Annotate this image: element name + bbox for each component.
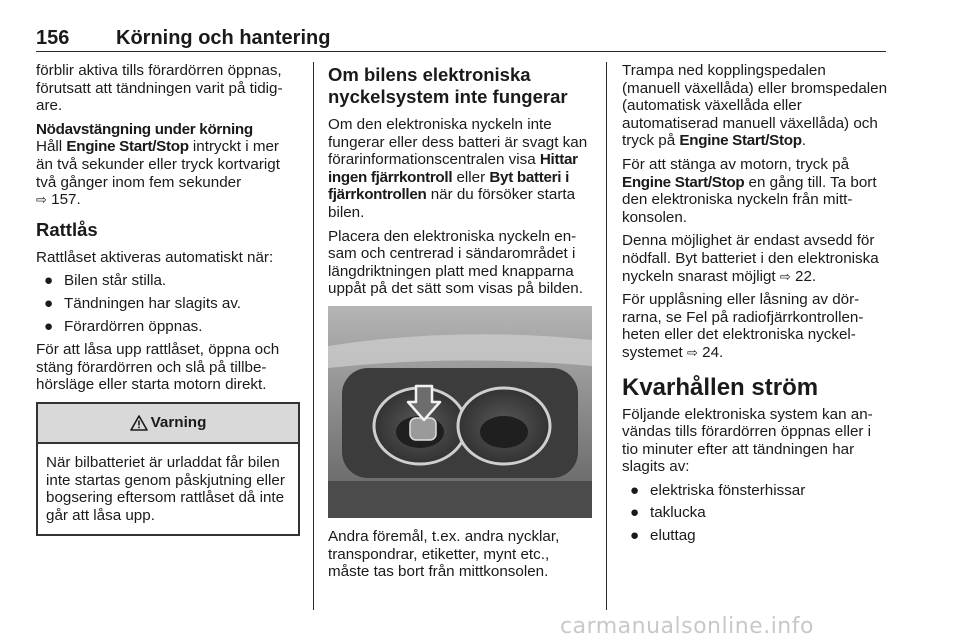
warning-header [38, 404, 298, 444]
pedal-paragraph: Trampa ned kopplingspedalen (manuell växellåda) eller bromspedalen (automatisk växellåda eller automatiserad manuell växellåda) och tryck på Engine Start/Stop. [622, 62, 888, 150]
emergency-text: Håll [36, 138, 67, 156]
emergency-only-paragraph: Denna möjlighet är endast avsedd för nödfall. Byt batteriet i den elektroniska nyckeln snarast möjligt ⇨ 22. [622, 232, 879, 285]
page-header [36, 27, 886, 52]
engine-start-stop-label: Engine Start/Stop [679, 132, 802, 150]
list-item: ● eluttag [630, 527, 696, 545]
page-ref[interactable]: 24. [702, 343, 724, 361]
bullet-icon: ● [630, 481, 640, 499]
unlock-doors-paragraph: För upplåsning eller låsning av dörrarna, se Fel på radiofjärrkontrollenheten eller det elektroniska nyckelsystemet ⇨ 24. [622, 291, 864, 361]
bullet-icon: ● [44, 272, 54, 290]
replace-battery-message: Byt batteri i fjärrkontrollen [328, 168, 570, 204]
page-ref-arrow-icon: ⇨ [779, 268, 791, 284]
column-3 [622, 62, 888, 551]
page-ref-arrow-icon: ⇨ [36, 192, 47, 208]
page-ref[interactable]: 22. [795, 267, 817, 285]
emergency-heading: Nödavstängning under körning [36, 120, 253, 138]
bullet-icon: ● [44, 317, 54, 335]
electronic-key-heading: Om bilens elektroniska nyckelsystem inte fungerar [328, 64, 568, 107]
steering-lock-list [36, 272, 298, 335]
retained-power-heading: Kvarhållen ström [622, 373, 819, 401]
page-ref-arrow-icon: ⇨ [687, 344, 698, 360]
key-placement-paragraph: Placera den elektroniska nyckeln ensam och centrerad i sändarområdet i längdriktningen platt med knapparna uppåt på det sätt som visas på bilden. [328, 227, 583, 298]
remove-objects-paragraph: Andra föremål, t.ex. andra nycklar, transpondrar, etiketter, mynt etc., måste tas bort från mittkonsolen. [328, 527, 560, 581]
column-2 [328, 62, 592, 587]
no-remote-message: Hittar ingen fjärrkontroll [328, 151, 578, 186]
list-item: ● Bilen står stilla. [44, 272, 167, 290]
key-failure-paragraph: Om den elektroniska nyckeln inte fungerar eller dess batteri är svagt kan förarinformationscentralen visa Hittar ingen fjärrkontroll eller Byt batteri i fjärrkontrollen när du försöker starta bilen. [328, 116, 588, 221]
watermark: carmanualsonline.info [560, 614, 814, 639]
bullet-icon: ● [630, 527, 640, 545]
page-number: 156 [36, 27, 70, 49]
steering-lock-intro: Rattlåset aktiveras automatiskt när: [36, 248, 274, 266]
retained-power-list [622, 482, 888, 545]
list-item: ● taklucka [630, 504, 706, 522]
column-divider [606, 62, 607, 610]
intro-paragraph: förblir aktiva tills förardörren öppnas, förutsatt att tändningen varit på tidigare. [36, 62, 283, 115]
warning-triangle-icon [130, 415, 148, 431]
bullet-icon: ● [44, 294, 54, 312]
warning-title: Varning [150, 414, 207, 432]
emergency-text: intryckt i mer än två sekunder eller tryck kortvarigt två gånger inom fem sekunder [36, 138, 280, 191]
column-divider [313, 62, 314, 610]
stop-engine-paragraph: För att stänga av motorn, tryck på Engine Start/Stop en gång till. Ta bort den elektroniska nyckeln från mittkonsolen. [622, 155, 877, 226]
steering-lock-heading: Rattlås [36, 218, 98, 240]
column-1 [36, 62, 298, 536]
warning-text: När bilbatteriet är urladdat får bilen inte startas genom påskjutning eller bogsering eftersom rattlåset då inte går att låsa upp. [46, 453, 285, 524]
engine-start-stop-label: Engine Start/Stop [622, 173, 745, 191]
list-item: ● elektriska fönsterhissar [630, 481, 806, 499]
warning-box [36, 402, 300, 536]
emergency-paragraph [36, 121, 298, 209]
engine-start-stop-label: Engine Start/Stop [66, 138, 189, 156]
retained-power-paragraph: Följande elektroniska system kan användas tills förardörren öppnas eller i tio minuter efter att tändningen har slagits av: [622, 405, 873, 476]
center-console-illustration [328, 306, 592, 518]
list-item: ● Tändningen har slagits av. [44, 294, 242, 312]
steering-unlock-paragraph: För att låsa upp rattlåset, öppna och stäng förardörren och slå på tillbehörsläge eller starta motorn direkt. [36, 341, 280, 394]
page-ref[interactable]: 157. [51, 191, 81, 209]
section-title: Körning och hantering [116, 27, 331, 49]
console-key-photo [328, 306, 592, 518]
bullet-icon: ● [630, 504, 640, 522]
list-item: ● Förardörren öppnas. [44, 317, 203, 335]
